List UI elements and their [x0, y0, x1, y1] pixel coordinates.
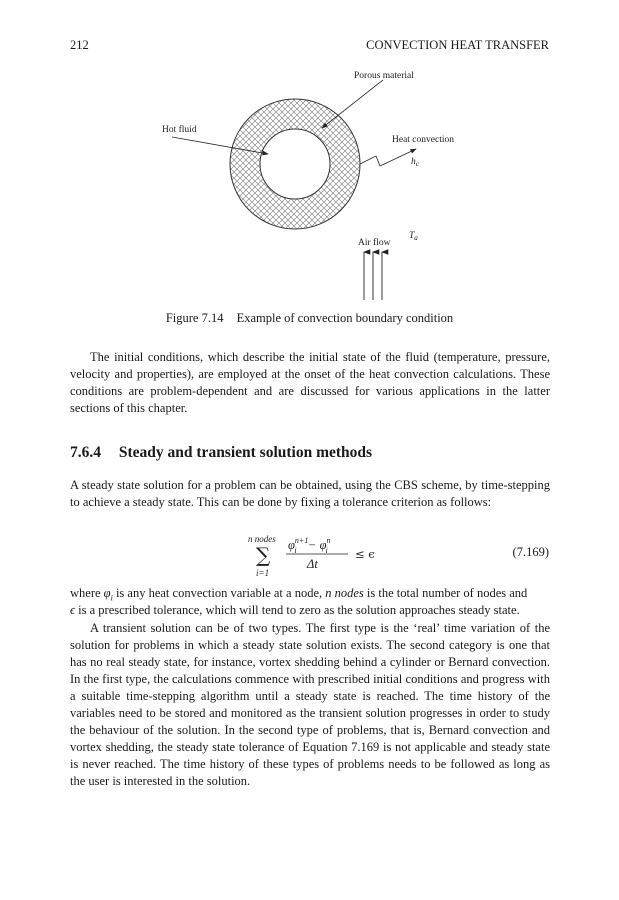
paragraph-where: where $\varphi_i$ is any heat convection variable at a node, n nodes is the total number of nodes and	[70, 586, 528, 603]
figure-caption	[0, 311, 619, 326]
caption-text: Example of convection boundary condition	[236, 311, 454, 325]
label-air-flow: Air flow	[358, 238, 391, 248]
heat-convection-arrow	[360, 149, 416, 166]
fraction-denominator: Δt	[307, 557, 318, 571]
sum-lower-limit: i=1	[256, 568, 270, 578]
section-heading	[70, 444, 372, 462]
running-title: CONVECTION HEAT TRANSFER	[366, 38, 549, 52]
section-title: Steady and transient solution methods	[118, 444, 373, 461]
pointer-porous-material	[322, 80, 383, 128]
fraction-numerator: $\varphi^{n+1}$ $i - \varphi^n$ i	[288, 536, 331, 555]
sum-symbol: ∑	[256, 543, 271, 567]
page-number: 212	[70, 38, 89, 52]
caption-number: Figure 7.14	[165, 311, 224, 325]
label-hot-fluid: Hot fluid	[162, 125, 197, 135]
paragraph-transient: A transient solution can be of two types. The first type is the ‘real’ time variation of the solution for problems in which a steady state solution exists. The second category is one that has no real steady state, for instance, vortex shedding behind a cylinder or Bernard convection. In the first type, the calculations commence with prescribed initial conditions and progress with a suitable time-stepping algorithm until a steady state is reached. The time history of the variables need to be stored and monitored as the transient solution progresses in order to study the behaviour of the solution. In the second type of problems, that is, Bernard convection and vortex shedding, the steady state tolerance of Equation 7.169 is not applicable and steady state is never reached. The time history of these types of problems needs to be followed as long as the user is interested in the solution.	[70, 621, 550, 788]
label-ta: $T_a$	[409, 231, 418, 242]
label-porous-material: Porous material	[354, 71, 414, 81]
equation-relation: ≤ ϵ	[355, 547, 375, 561]
inner-hole	[260, 129, 330, 199]
paragraph-initial-conditions: The initial conditions, which describe the initial state of the fluid (temperature, pressure, velocity and properties), are employed at the onset of the heat convection calculations. These conditions are problem-dependent and are discussed for various applications in the latter sections of this chapter.	[70, 350, 550, 415]
section-number: 7.6.4	[70, 444, 101, 461]
paragraph-tolerance: ϵ is a prescribed tolerance, which will tend to zero as the solution approaches steady state.	[70, 603, 520, 617]
label-hc: $h_c$	[411, 157, 419, 168]
paragraph-steady-state: A steady state solution for a problem can be obtained, using the CBS scheme, by time-stepping to achieve a steady state. This can be done by fixing a tolerance criterion as follows:	[70, 478, 550, 509]
page-header	[70, 38, 549, 53]
label-heat-convection: Heat convection	[392, 135, 454, 145]
sum-upper-limit: n nodes	[248, 534, 276, 544]
equation-number: (7.169)	[512, 545, 549, 559]
convection-figure	[0, 58, 619, 308]
